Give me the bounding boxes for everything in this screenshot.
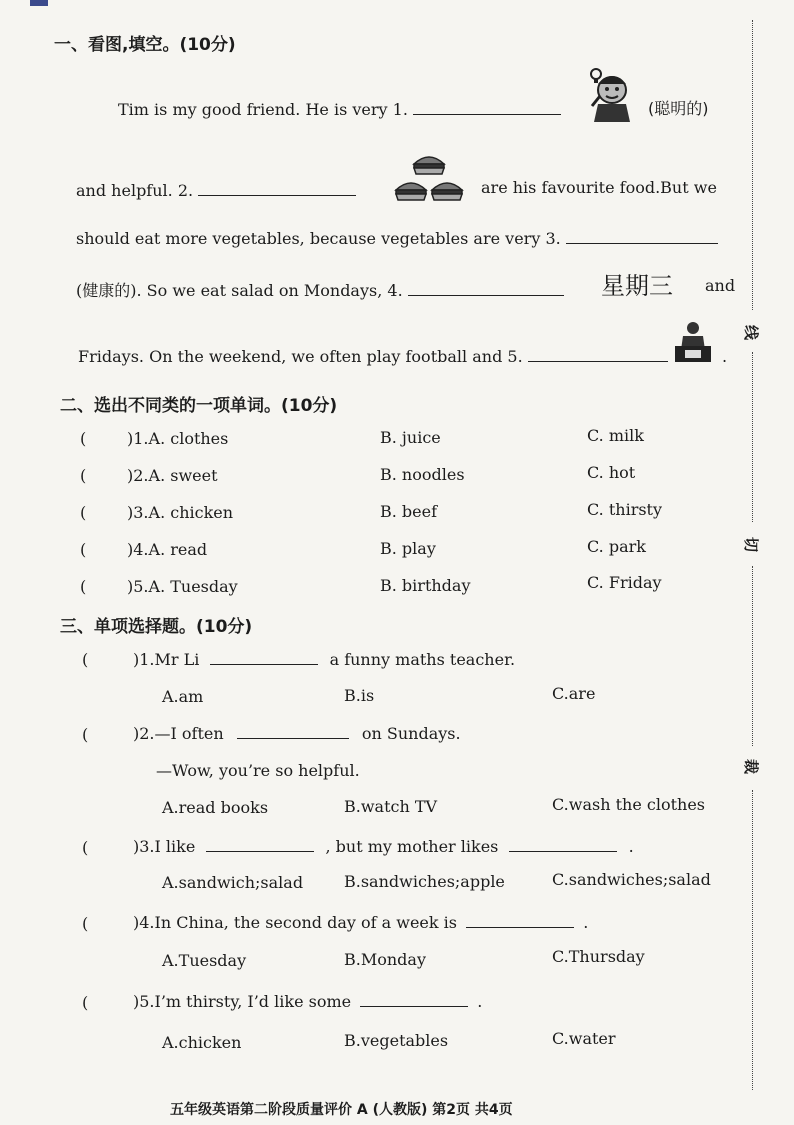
blank-1[interactable] <box>413 100 561 115</box>
s1-line3 <box>76 229 718 248</box>
s1-line3-text: should eat more vegetables, because vegetables are very 3. <box>76 229 561 248</box>
s3-q1-blank[interactable] <box>210 650 318 665</box>
s2-row1-b: B. juice <box>380 428 441 447</box>
s3-q4-paren[interactable]: ( <box>82 914 89 933</box>
s3-q5 <box>133 992 482 1011</box>
s3-q3-b: B.sandwiches;apple <box>344 872 505 891</box>
s1-line5 <box>78 347 668 366</box>
corner-mark <box>30 0 48 6</box>
s1-line1-text: Tim is my good friend. He is very 1. <box>118 100 408 119</box>
s2-row4-c: C. park <box>587 537 646 556</box>
s3-q4-c: C.Thursday <box>552 947 645 966</box>
cut-char-line: 线 <box>742 324 761 341</box>
s2-row3-paren[interactable]: ( <box>80 503 87 522</box>
section1-title: 一、看图,填空。(10分) <box>54 35 236 55</box>
s1-line4-pre: (健康的). So we eat salad on Mondays, 4. <box>76 281 403 300</box>
s3-q4-a: A.Tuesday <box>162 951 247 970</box>
section3-title: 三、单项选择题。(10分) <box>60 617 253 637</box>
s1-line4-post: and <box>705 276 736 295</box>
blank-4[interactable] <box>408 281 564 296</box>
s3-q1-c: C.are <box>552 684 596 703</box>
s3-q1-post: a funny maths teacher. <box>329 650 516 669</box>
s2-row5-c: C. Friday <box>587 573 662 592</box>
s1-line5-end: . <box>722 347 728 366</box>
s3-q2-c: C.wash the clothes <box>552 795 706 814</box>
s2-row3-b: B. beef <box>380 502 438 521</box>
s1-line2 <box>76 181 356 200</box>
s3-q5-paren[interactable]: ( <box>82 993 89 1012</box>
s3-q3 <box>133 837 634 856</box>
s2-row5-a: )5.A. Tuesday <box>127 577 238 596</box>
s3-q5-pre: )5.I’m thirsty, I’d like some <box>133 992 352 1011</box>
smart-boy-icon <box>586 66 634 122</box>
s1-line2-post: are his favourite food.But we <box>481 178 717 197</box>
hamburgers-icon <box>392 150 468 206</box>
s3-q1 <box>133 650 515 669</box>
cut-char-cut: 切 <box>742 536 761 553</box>
cut-line-3 <box>752 566 753 746</box>
s3-q4-end: . <box>583 913 589 932</box>
cut-line-4 <box>752 790 753 1090</box>
s2-row4-a: )4.A. read <box>127 540 208 559</box>
cut-line-2 <box>752 352 753 522</box>
s2-row5-b: B. birthday <box>380 576 471 595</box>
blank-3[interactable] <box>566 229 718 244</box>
s3-q1-paren[interactable]: ( <box>82 650 89 669</box>
s3-q2-a: A.read books <box>162 798 269 817</box>
s2-row1-paren[interactable]: ( <box>80 429 87 448</box>
s1-line1 <box>118 100 561 119</box>
s3-q3-pre: )3.I like <box>133 837 196 856</box>
s2-row1-c: C. milk <box>587 426 644 445</box>
page-footer: 五年级英语第二阶段质量评价 A (人教版) 第2页 共4页 <box>170 1102 513 1118</box>
s3-q2-blank[interactable] <box>237 724 349 739</box>
wednesday-cn: 星期三 <box>601 272 673 300</box>
s3-q2-paren[interactable]: ( <box>82 725 89 744</box>
s3-q4 <box>133 913 588 932</box>
s3-q1-b: B.is <box>344 686 375 705</box>
s2-row3-a: )3.A. chicken <box>127 503 234 522</box>
computer-user-icon <box>673 320 713 366</box>
s3-q1-pre: )1.Mr Li <box>133 650 200 669</box>
s3-q2-post: on Sundays. <box>361 724 461 743</box>
s3-q3-blank-1[interactable] <box>206 837 314 852</box>
s3-q5-a: A.chicken <box>162 1033 242 1052</box>
s3-q2-pre: )2.—I often <box>133 724 224 743</box>
cut-line-1 <box>752 20 753 310</box>
s1-line5-text: Fridays. On the weekend, we often play football and 5. <box>78 347 523 366</box>
s2-row5-paren[interactable]: ( <box>80 577 87 596</box>
hamburger-top <box>414 157 444 174</box>
s2-row2-b: B. noodles <box>380 465 465 484</box>
blank-5[interactable] <box>528 347 668 362</box>
s2-row2-c: C. hot <box>587 463 636 482</box>
s3-q3-c: C.sandwiches;salad <box>552 870 711 889</box>
s3-q3-paren[interactable]: ( <box>82 838 89 857</box>
s3-q3-mid: , but my mother likes <box>325 837 499 856</box>
s2-row4-paren[interactable]: ( <box>80 540 87 559</box>
s2-row2-paren[interactable]: ( <box>80 466 87 485</box>
s2-row3-c: C. thirsty <box>587 500 663 519</box>
s1-line4 <box>76 278 564 301</box>
s2-row2-a: )2.A. sweet <box>127 466 218 485</box>
s3-q4-blank[interactable] <box>466 913 574 928</box>
s2-row1-a: )1.A. clothes <box>127 429 229 448</box>
section2-title: 二、选出不同类的一项单词。(10分) <box>60 396 338 416</box>
s1-line2-pre: and helpful. 2. <box>76 181 194 200</box>
s3-q2 <box>133 724 461 743</box>
s3-q5-b: B.vegetables <box>344 1031 449 1050</box>
hint-clever: (聪明的) <box>648 99 709 118</box>
s3-q3-end: . <box>628 837 634 856</box>
s3-q3-blank-2[interactable] <box>509 837 617 852</box>
s3-q2-reply: —Wow, you’re so helpful. <box>156 761 360 780</box>
cut-char-trim: 裁 <box>742 758 761 775</box>
s3-q5-end: . <box>477 992 483 1011</box>
s3-q4-b: B.Monday <box>344 950 426 969</box>
s3-q2-b: B.watch TV <box>344 797 438 816</box>
s3-q5-blank[interactable] <box>360 992 468 1007</box>
s3-q1-a: A.am <box>162 687 204 706</box>
s3-q5-c: C.water <box>552 1029 616 1048</box>
s2-row4-b: B. play <box>380 539 436 558</box>
s3-q4-pre: )4.In China, the second day of a week is <box>133 913 458 932</box>
s3-q3-a: A.sandwich;salad <box>162 873 304 892</box>
blank-2[interactable] <box>198 181 356 196</box>
